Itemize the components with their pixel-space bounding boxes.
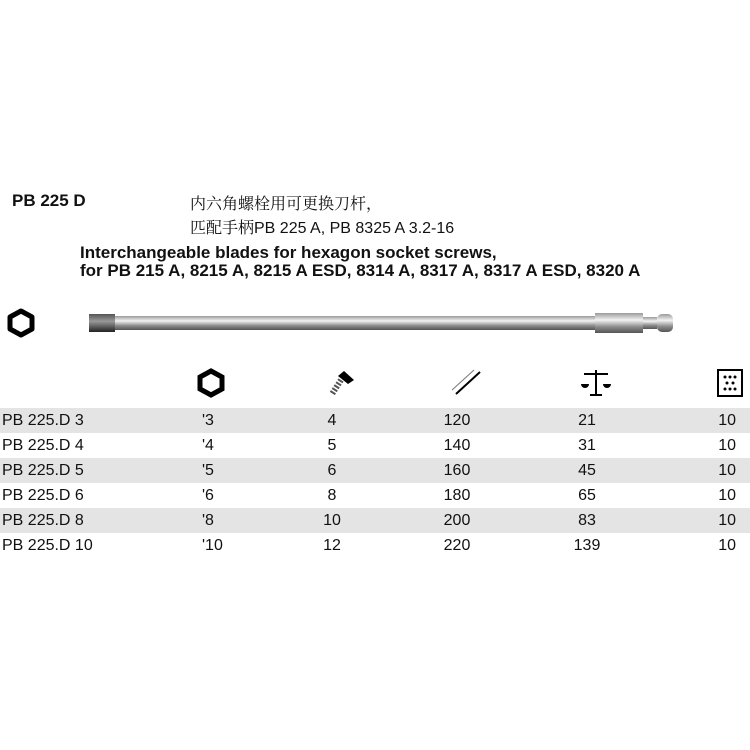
table-row — [0, 533, 750, 558]
description-cn-line2: 匹配手柄PB 225 A, PB 8325 A 3.2-16 — [190, 220, 455, 237]
cell-qty: 10 — [718, 537, 736, 554]
cell-screw: 8 — [327, 487, 337, 504]
table-row — [0, 458, 750, 483]
hex-size-icon — [196, 368, 226, 398]
pack-quantity-icon — [716, 368, 744, 398]
cell-screw: 10 — [262, 508, 402, 533]
cell-size: '10 — [202, 537, 223, 554]
cell-name: PB 225.D 6 — [2, 487, 84, 504]
cell-name: PB 225.D 8 — [0, 508, 202, 533]
cell-name: PB 225.D 4 — [2, 437, 84, 454]
cell-screw: 5 — [327, 437, 337, 454]
product-table — [0, 408, 750, 558]
hex-socket-icon — [6, 308, 36, 338]
table-row — [0, 508, 750, 533]
cell-weight: 65 — [578, 487, 596, 504]
cell-size: '6 — [202, 487, 214, 504]
description-cn-line1: 内六角螺栓用可更换刀杆， — [190, 196, 383, 213]
cell-size: '8 — [202, 508, 262, 533]
cell-length: 140 — [443, 437, 471, 454]
cell-length: 200 — [402, 508, 512, 533]
cell-name: PB 225.D 10 — [2, 537, 93, 554]
length-icon — [450, 368, 484, 398]
weight-icon — [580, 368, 612, 398]
cell-weight: 45 — [512, 458, 662, 483]
cell-length: 120 — [402, 408, 512, 433]
description-en-line2: for PB 215 A, 8215 A, 8215 A ESD, 8314 A, 8317 A, 8317 A ESD, 8320 A — [80, 261, 641, 280]
cell-screw: 6 — [262, 458, 402, 483]
cell-size: '5 — [202, 458, 262, 483]
table-row — [0, 433, 750, 458]
cell-qty: 10 — [662, 408, 750, 433]
cell-size: '4 — [202, 437, 214, 454]
hex-blade-image — [85, 305, 685, 341]
cell-qty: 10 — [662, 458, 750, 483]
product-code: PB 225 D — [12, 191, 86, 210]
table-row — [0, 483, 750, 508]
cell-screw: 4 — [262, 408, 402, 433]
cell-qty: 10 — [718, 437, 736, 454]
cell-length: 180 — [443, 487, 471, 504]
cell-name: PB 225.D 3 — [0, 408, 202, 433]
cell-weight: 139 — [573, 537, 601, 554]
cell-length: 220 — [443, 537, 471, 554]
cell-screw: 12 — [323, 537, 341, 554]
cell-weight: 21 — [512, 408, 662, 433]
cell-weight: 83 — [512, 508, 662, 533]
cell-name: PB 225.D 5 — [0, 458, 202, 483]
screw-icon — [326, 368, 356, 398]
cell-length: 160 — [402, 458, 512, 483]
cell-size: '3 — [202, 408, 262, 433]
table-row — [0, 408, 750, 433]
cell-qty: 10 — [718, 487, 736, 504]
description-en-line1: Interchangeable blades for hexagon socket screws, — [80, 243, 497, 262]
cell-weight: 31 — [578, 437, 596, 454]
cell-qty: 10 — [662, 508, 750, 533]
